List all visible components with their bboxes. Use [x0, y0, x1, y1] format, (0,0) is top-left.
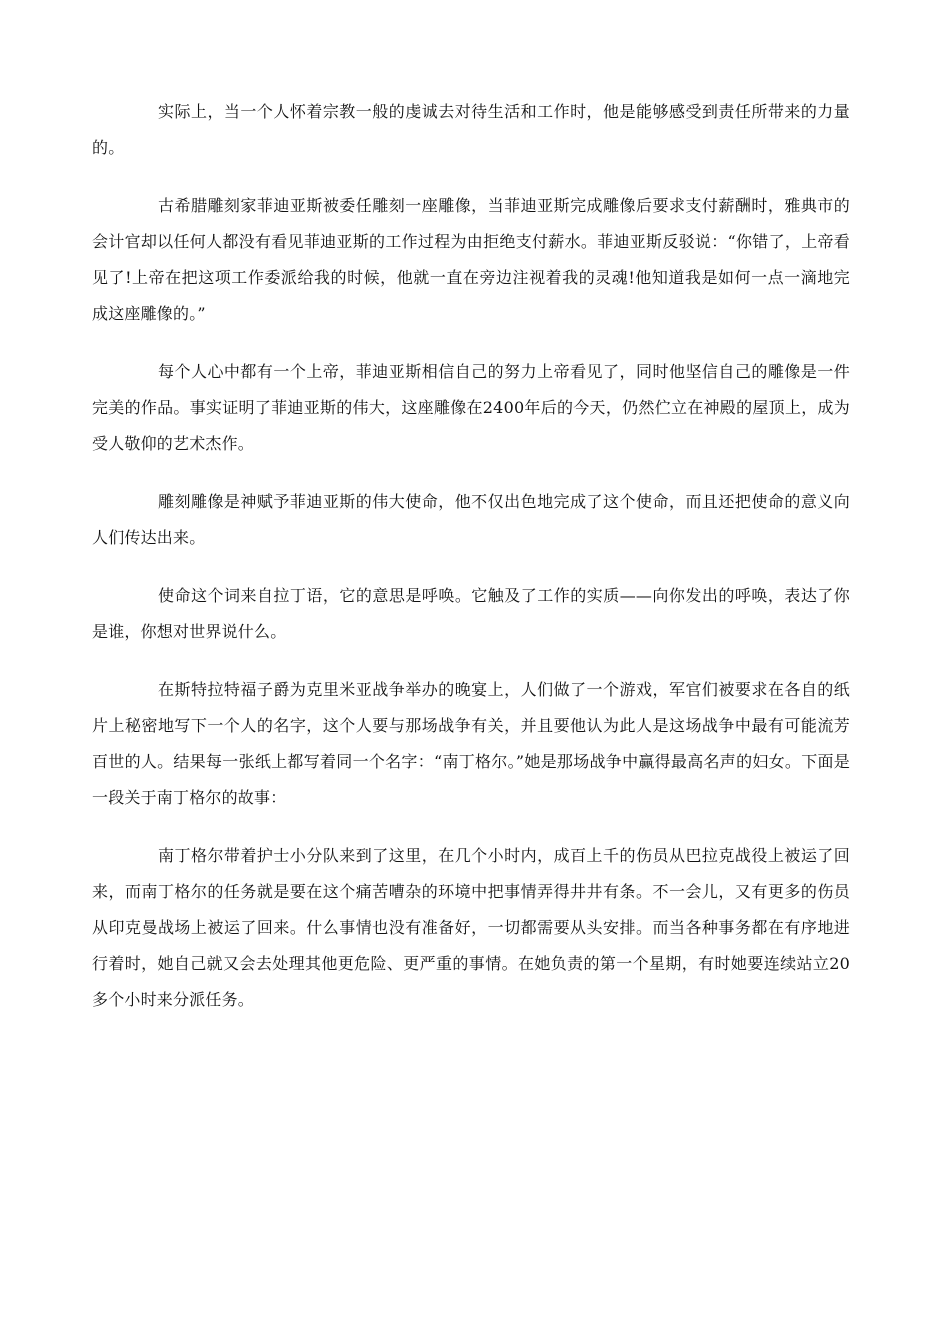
document-body	[92, 94, 850, 1040]
paragraph-4: 雕刻雕像是神赋予菲迪亚斯的伟大使命，他不仅出色地完成了这个使命，而且还把使命的意义向人们传达出来。	[92, 492, 850, 547]
paragraph-3: 每个人心中都有一个上帝，菲迪亚斯相信自己的努力上帝看见了，同时他坚信自己的雕像是一件完美的作品。事实证明了菲迪亚斯的伟大，这座雕像在2400年后的今天，仍然伫立在神殿的屋顶上，成为受人敬仰的艺术杰作。	[92, 362, 850, 453]
paragraph-7: 南丁格尔带着护士小分队来到了这里，在几个小时内，成百上千的伤员从巴拉克战役上被运了回来，而南丁格尔的任务就是要在这个痛苦嘈杂的环境中把事情弄得井井有条。不一会儿，又有更多的伤员从印克曼战场上被运了回来。什么事情也没有准备好，一切都需要从头安排。而当各种事务都在有序地进行着时，她自己就又会去处理其他更危险、更严重的事情。在她负责的第一个星期，有时她要连续站立20多个小时来分派任务。	[92, 846, 850, 1009]
paragraph-1: 实际上，当一个人怀着宗教一般的虔诚去对待生活和工作时，他是能够感受到责任所带来的力量的。	[92, 102, 850, 157]
paragraph-5: 使命这个词来自拉丁语，它的意思是呼唤。它触及了工作的实质——向你发出的呼唤，表达了你是谁，你想对世界说什么。	[92, 586, 850, 641]
paragraph-2: 古希腊雕刻家菲迪亚斯被委任雕刻一座雕像，当菲迪亚斯完成雕像后要求支付薪酬时，雅典市的会计官却以任何人都没有看见菲迪亚斯的工作过程为由拒绝支付薪水。菲迪亚斯反驳说：“你错了，上帝看见了!上帝在把这项工作委派给我的时候，他就一直在旁边注视着我的灵魂!他知道我是如何一点一滴地完成这座雕像的。”	[92, 196, 850, 323]
paragraph-6: 在斯特拉特福子爵为克里米亚战争举办的晚宴上，人们做了一个游戏，军官们被要求在各自的纸片上秘密地写下一个人的名字，这个人要与那场战争有关，并且要他认为此人是这场战争中最有可能流芳百世的人。结果每一张纸上都写着同一个名字：“南丁格尔。”她是那场战争中赢得最高名声的妇女。下面是一段关于南丁格尔的故事：	[92, 680, 850, 807]
